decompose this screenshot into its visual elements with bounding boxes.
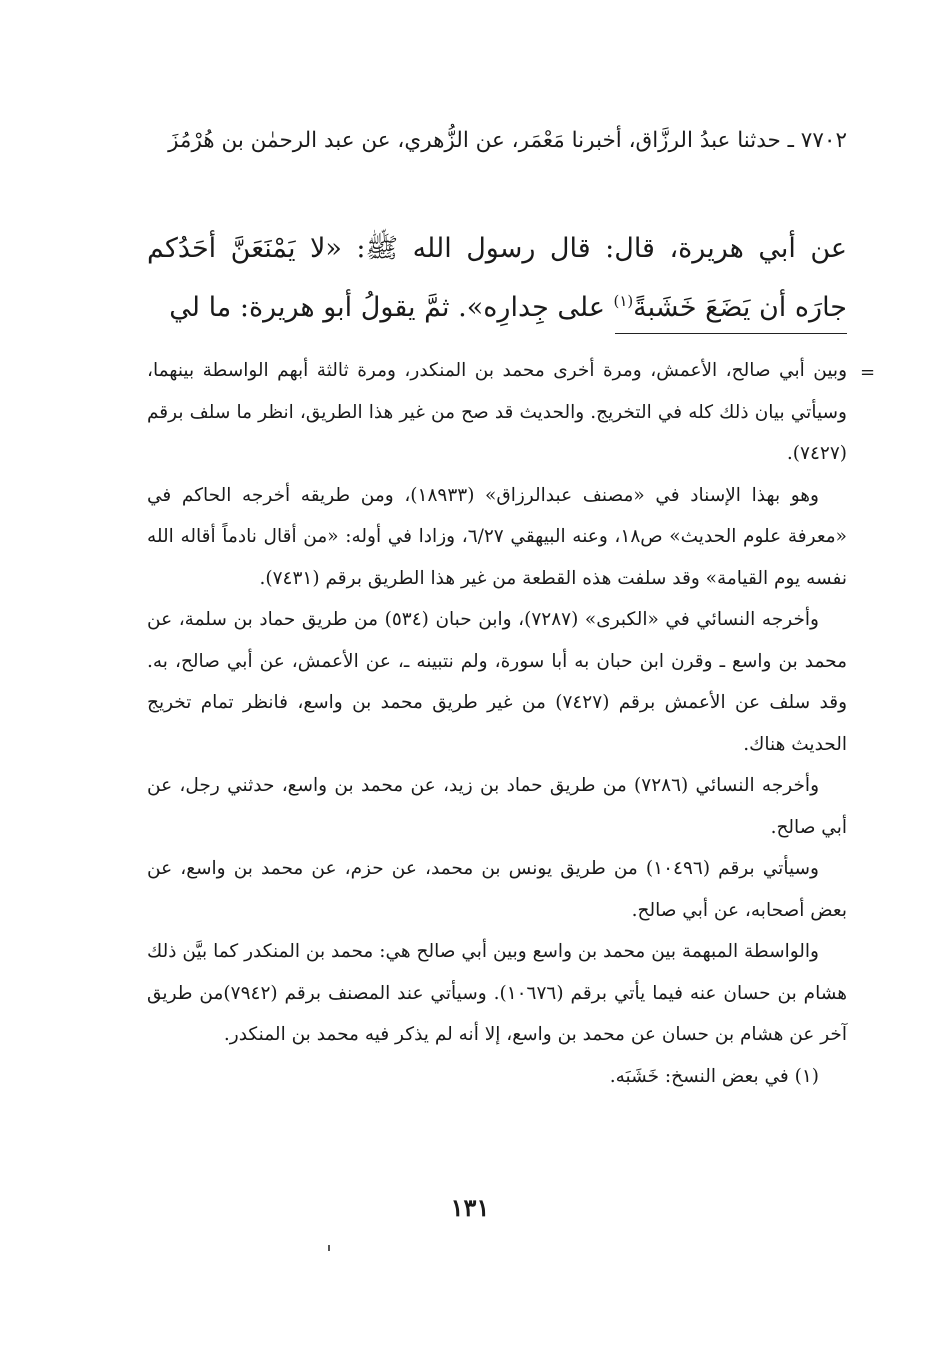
footnote-paragraph: والواسطة المبهمة بين محمد بن واسع وبين أبي صالح هي: محمد بن المنكدر كما بيَّن ذلك هشام بن حسان عنه فيما يأتي برقم (١٠٦٧٦). وسيأتي عند المصنف برقم (٧٩٤٢)من طريق آخر عن هشام بن حسان عن محمد بن واسع، إلا أنه لم يذكر فيه محمد بن المنكدر. <box>147 941 847 1045</box>
footnote-paragraph: وسيأتي برقم (١٠٤٩٦) من طريق يونس بن محمد، عن حزم، عن محمد بن واسع، عن بعض أصحابه، عن أبي صالح. <box>147 858 847 921</box>
footnote-separator-rule <box>615 333 847 334</box>
page-number: ١٣١ <box>450 1193 490 1222</box>
footnote-paragraph: وأخرجه النسائي في «الكبرى» (٧٢٨٧)، وابن حبان (٥٣٤) من طريق حماد بن سلمة، عن محمد بن واسع ـ وقرن ابن حبان به أبا سورة، ولم نتبينه ـ، عن الأعمش، عن أبي صالح، به. وقد سلف عن الأعمش برقم (٧٤٢٧) من غير طريق محمد بن واسع، فانظر تمام تخريج الحديث هناك. <box>147 609 847 755</box>
print-speck <box>328 1245 330 1251</box>
footnote-one: (١) في بعض النسخ: خَشَبَه. <box>609 1065 819 1087</box>
footnote-reference: (١) <box>613 292 634 310</box>
footnotes-section <box>147 350 847 1097</box>
footnote-continuation-mark: = <box>860 362 876 383</box>
hadith-isnad <box>147 118 847 164</box>
hadith-isnad-text: ٧٧٠٢ ـ حدثنا عبدُ الرزَّاق، أخبرنا مَعْمَر، عن الزُّهري، عن عبد الرحمٰن بن هُرْمُزَ <box>168 128 847 153</box>
footnote-paragraph: وأخرجه النسائي (٧٢٨٦) من طريق حماد بن زيد، عن محمد بن واسع، حدثني رجل، عن أبي صالح. <box>147 775 847 838</box>
footnote-paragraph: وبين أبي صالح، الأعمش، ومرة أخرى محمد بن المنكدر، ومرة ثالثة أبهم الواسطة بينهما، وسيأتي بيان ذلك كله في التخريج. والحديث قد صح من غير هذا الطريق، انظر ما سلف برقم (٧٤٢٧). <box>147 360 847 464</box>
footnote-paragraph: وهو بهذا الإسناد في «مصنف عبدالرزاق» (١٨٩٣٣)، ومن طريقه أخرجه الحاكم في «معرفة علوم الحديث» ص١٨، وعنه البيهقي ٦/٢٧، وزادا في أوله: «من أقال نادماً أقاله الله نفسه يوم القيامة» وقد سلفت هذه القطعة من غير هذا الطريق برقم (٧٤٣١). <box>147 484 847 589</box>
hadith-matn-text-end: على جِدارِه». ثمَّ يقولُ أبو هريرة: ما لي <box>169 292 614 323</box>
hadith-matn <box>147 223 847 334</box>
hadith-matn-text: عن أبي هريرة، قال: قال رسول الله ﷺ: «لا يَمْنَعَنَّ أحَدُكم جارَه أن يَضَعَ خَشَبةً <box>147 233 847 323</box>
